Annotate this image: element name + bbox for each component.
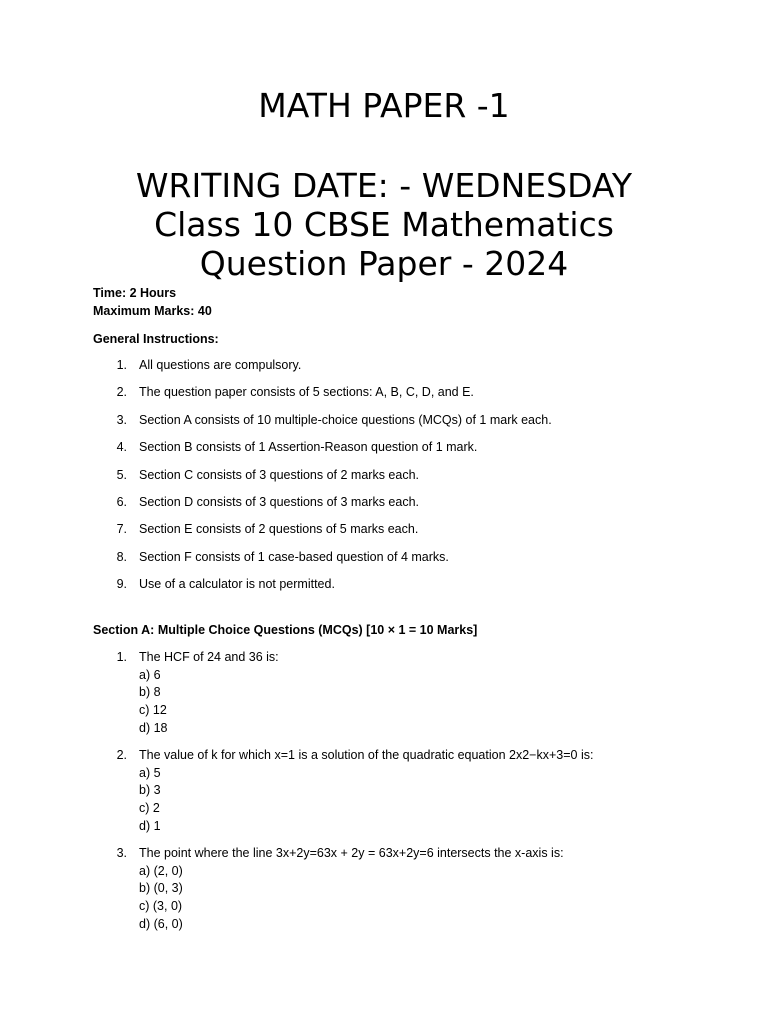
option: c) 12 xyxy=(139,703,167,718)
list-item: 1. All questions are compulsory. xyxy=(116,358,302,372)
question-item: 2. The value of k for which x=1 is a solution of the quadratic equation 2x2−kx+3=0 is: a) 5 b) 3 c) 2 d) 1 xyxy=(93,747,713,836)
option: a) (2, 0) xyxy=(139,863,183,878)
option: b) 8 xyxy=(139,685,161,700)
question-text: The HCF of 24 and 36 is: xyxy=(139,650,279,664)
option: b) (0, 3) xyxy=(139,881,183,896)
question-text: The point where the line 3x+2y=63x + 2y = 63x+2y=6 intersects the x-axis is: xyxy=(139,846,564,861)
option: c) (3, 0) xyxy=(139,899,183,914)
option: d) 18 xyxy=(139,720,168,735)
list-item: 6. Section D consists of 3 questions of 3 marks each. xyxy=(116,494,419,509)
instructions-list xyxy=(93,357,713,604)
subtitle-line-1: Class 10 CBSE Mathematics xyxy=(154,205,614,244)
question-text: The value of k for which x=1 is a solution of the quadratic equation 2x2−kx+3=0 is: xyxy=(139,748,594,763)
question-item: 1. The HCF of 24 and 36 is: a) 6 b) 8 c) 12 d) 18 xyxy=(93,649,713,738)
option: a) 6 xyxy=(139,667,161,682)
list-item: 4. Section B consists of 1 Assertion-Reason question of 1 mark. xyxy=(116,440,478,455)
paper-title: MATH PAPER -1 xyxy=(258,86,510,125)
title-block xyxy=(0,166,768,283)
option: c) 2 xyxy=(139,801,160,816)
maximum-marks: Maximum Marks: 40 xyxy=(93,304,212,318)
instructions-heading: General Instructions: xyxy=(93,332,219,346)
writing-date: WRITING DATE: - WEDNESDAY xyxy=(135,166,633,205)
question-item: 3. The point where the line 3x+2y=63x + 2y = 63x+2y=6 intersects the x-axis is: a) (2, 0) b) (0, 3) c) (3, 0) d) (6, 0) xyxy=(93,845,713,934)
section-a-heading: Section A: Multiple Choice Questions (MCQs) [10 × 1 = 10 Marks] xyxy=(93,623,478,637)
option: d) 1 xyxy=(139,818,161,833)
option: a) 5 xyxy=(139,765,161,780)
option: d) (6, 0) xyxy=(139,916,183,931)
list-item: 8. Section F consists of 1 case-based question of 4 marks. xyxy=(116,549,449,564)
list-item: 5. Section C consists of 3 questions of 2 marks each. xyxy=(116,467,419,482)
list-item: 2. The question paper consists of 5 sections: A, B, C, D, and E. xyxy=(116,385,474,400)
time-allowed: Time: 2 Hours xyxy=(93,286,177,300)
list-item: 3. Section A consists of 10 multiple-choice questions (MCQs) of 1 mark each. xyxy=(116,412,552,427)
list-item: 9. Use of a calculator is not permitted. xyxy=(116,577,335,592)
section-a-questions xyxy=(93,649,713,943)
list-item: 7. Section E consists of 2 questions of 5 marks each. xyxy=(116,522,419,537)
subtitle-line-2: Question Paper - 2024 xyxy=(199,244,569,283)
option: b) 3 xyxy=(139,783,161,798)
